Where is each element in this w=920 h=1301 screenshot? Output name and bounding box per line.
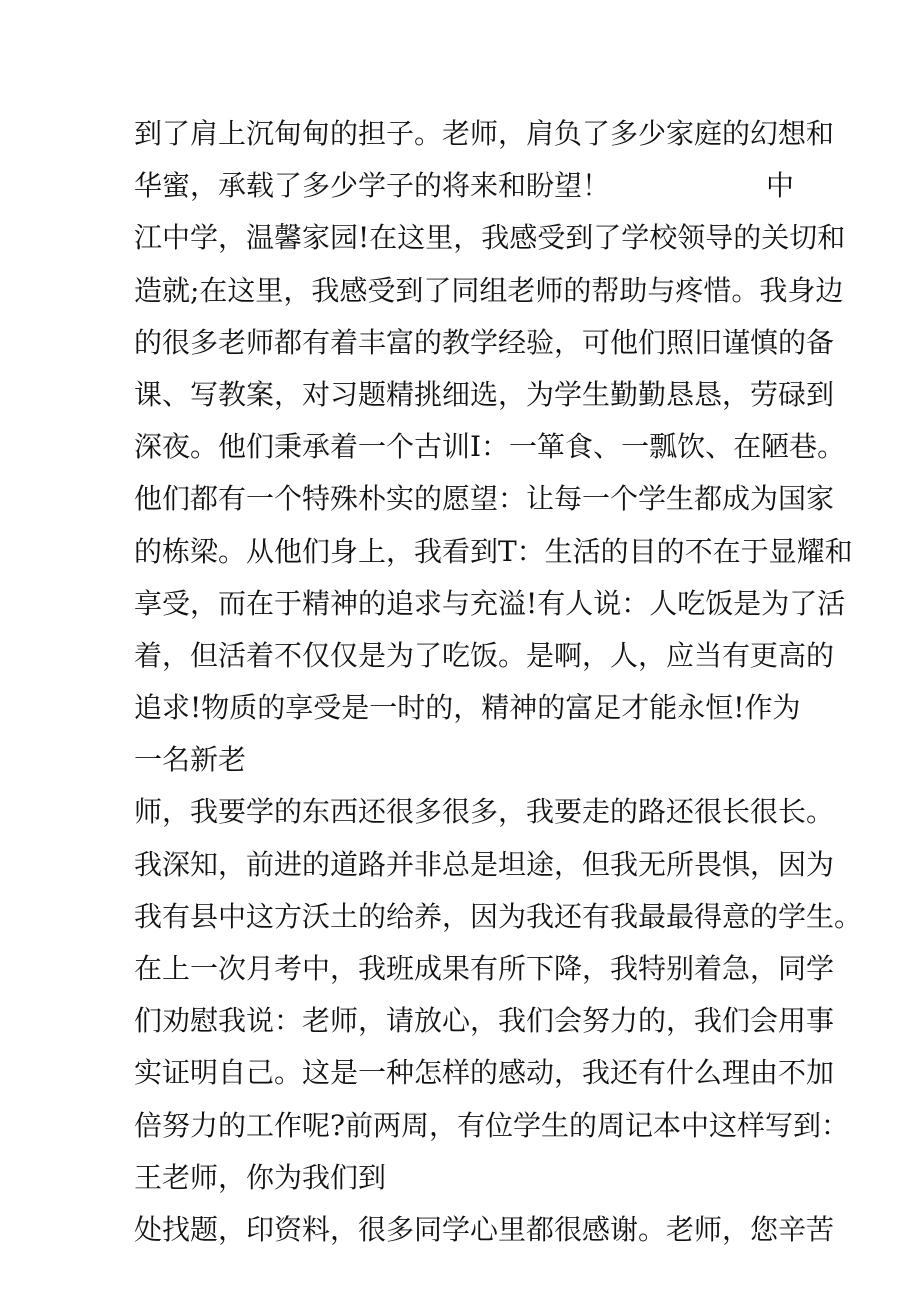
text-line: 在上一次月考中，我班成果有所下降，我特别着急，同学	[134, 952, 835, 985]
text-line: 王老师，你为我们到	[134, 1160, 387, 1194]
text-line	[134, 682, 801, 734]
text-line: 实证明自己。这是一种怎样的感动，我还有什么理由不加	[134, 1056, 835, 1090]
text-line-segment: 追求!物质的享受是一时的，精神的富足才能永恒!	[134, 691, 745, 725]
text-line: 我有县中这方沃土的给养，因为我还有我最最得意的学生。	[134, 899, 863, 933]
text-line-segment: 华蜜，承载了多少学子的将来和盼望！	[134, 169, 611, 203]
text-line: 着，但活着不仅仅是为了吃饭。是啊，人，应当有更高的	[134, 638, 835, 672]
text-line: 享受，而在于精神的追求与充溢!有人说：人吃饭是为了活	[134, 586, 846, 620]
text-line: 倍努力的工作呢?前两周，有位学生的周记本中这样写到：	[134, 1108, 850, 1142]
text-line: 的栋梁。从他们身上，我看到T：生活的目的不在于显耀和	[134, 534, 853, 568]
text-line: 到了肩上沉甸甸的担子。老师，肩负了多少家庭的幻想和	[134, 117, 835, 150]
text-line: 江中学，温馨家园!在这里，我感受到了学校领导的关切和	[134, 221, 846, 255]
text-line: 的很多老师都有着丰富的教学经验，可他们照旧谨慎的备	[134, 325, 835, 359]
body-text	[134, 108, 863, 1256]
text-line: 一名新老	[134, 743, 247, 777]
text-line: 们劝慰我说：老师，请放心，我们会努力的，我们会用事	[134, 1004, 835, 1038]
text-line: 课、写教案，对习题精挑细选，为学生勤勤恳恳，劳碌到	[134, 377, 835, 411]
text-line-segment: 作为	[744, 691, 801, 725]
text-line-segment: 中	[765, 169, 794, 203]
text-line: 造就;在这里，我感受到了同组老师的帮助与疼惜。我身边	[134, 273, 844, 307]
text-line: 他们都有一个特殊朴实的愿望：让每一个学生都成为国家	[134, 482, 835, 516]
text-line: 我深知，前进的道路并非总是坦途，但我无所畏惧，因为	[134, 847, 835, 881]
text-line	[134, 160, 794, 212]
text-line: 深夜。他们秉承着一个古训I：一箪食、一瓢饮、在陋巷。	[134, 430, 846, 464]
text-line: 师，我要学的东西还很多很多，我要走的路还很长很长。	[134, 795, 835, 829]
text-line: 处找题，印资料，很多同学心里都很感谢。老师，您辛苦	[134, 1212, 835, 1246]
